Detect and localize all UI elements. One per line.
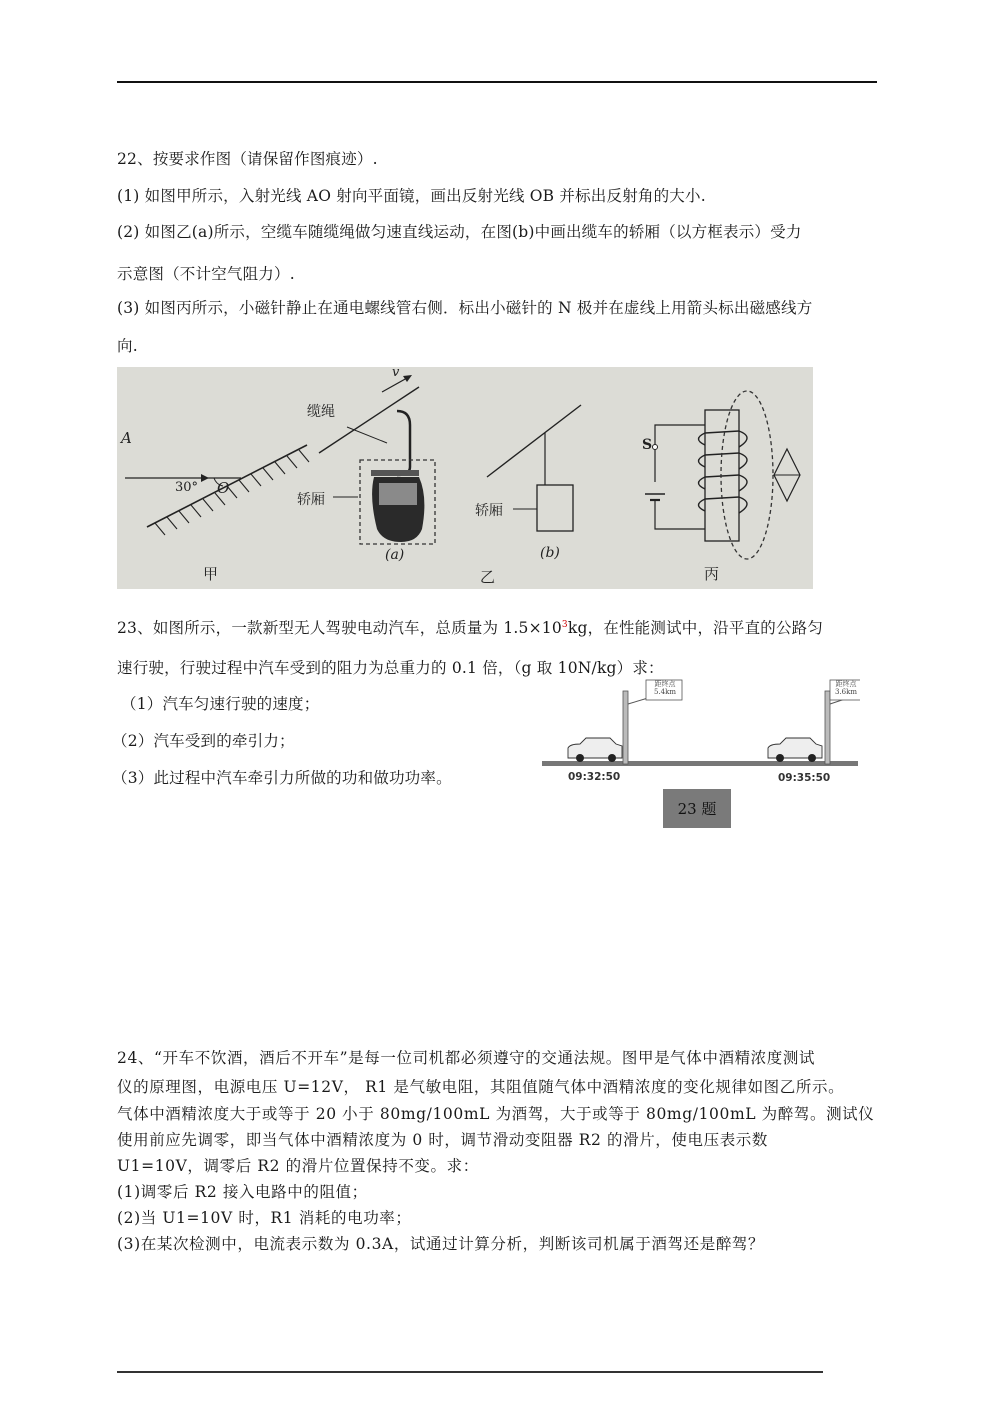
q22-part2-line1: (2) 如图乙(a)所示，空缆车随缆绳做匀速直线运动，在图(b)中画出缆车的轿厢（以方框表示）受力 [117,223,802,241]
q24-item-1: (1)调零后 R2 接入电路中的阻值； [117,1183,368,1201]
footer-rule [117,1371,823,1373]
q24-line-3: 气体中酒精浓度大于或等于 20 小于 80mg/100mL 为酒驾，大于或等于 80mg/100mL 为醉驾。测试仪 [117,1105,875,1123]
q22-part1: (1) 如图甲所示，入射光线 AO 射向平面镜，画出反射光线 OB 并标出反射角的大小. [117,187,706,205]
q23-item-3: （3）此过程中汽车牵引力所做的功和做功功率。 [112,769,452,787]
header-rule [117,81,877,83]
label-o: O [217,479,230,497]
q22-part2-line2: 示意图（不计空气阻力）. [117,265,295,283]
q24-item-2: (2)当 U1=10V 时，R1 消耗的电功率； [117,1209,412,1227]
fig-jia-label: 甲 [203,565,219,583]
cabin-label-a: 轿厢 [297,492,325,508]
fig-yi-label: 乙 [480,568,496,586]
q24-line-1: 24、“开车不饮酒，酒后不开车”是每一位司机都必须遵守的交通法规。图甲是气体中酒精浓度测试 [117,1049,816,1067]
q24-line-5: U1=10V，调零后 R2 的滑片位置保持不变。求： [117,1157,479,1175]
sub-label-b: (b) [540,545,560,561]
q22-diagram [117,367,813,589]
sign-1: 距终点 5.4km [653,680,676,696]
fig-bing-label: 丙 [704,565,720,583]
q23-road-figure [540,676,860,776]
q22-part3-line2: 向. [117,337,138,355]
question-23-badge: 23 题 [663,789,731,828]
q24-line-2: 仪的原理图，电源电压 U=12V， R1 是气敏电阻，其阻值随气体中酒精浓度的变化规律如图乙所示。 [117,1078,845,1096]
time-1: 09:32:50 [568,771,621,783]
q23-item-1: （1）汽车匀速行驶的速度； [121,695,320,713]
q23-item-2: （2）汽车受到的牵引力； [112,732,295,750]
cabin-label-b: 轿厢 [475,503,503,519]
incident-angle: 30° [175,480,199,495]
q24-item-3: (3)在某次检测中，电流表示数为 0.3A，试通过计算分析，判断该司机属于酒驾还是醉驾？ [117,1235,765,1253]
q23-line2: 速行驶，行驶过程中汽车受到的阻力为总重力的 0.1 倍，（g 取 10N/kg）求： [117,659,664,677]
road-diagram [540,676,860,776]
time-2: 09:35:50 [778,772,831,784]
q22-title: 22、按要求作图（请保留作图痕迹）. [117,150,378,168]
cable-label: 缆绳 [307,404,335,420]
q22-part3-line1: (3) 如图丙所示，小磁针静止在通电螺线管右侧．标出小磁针的 N 极并在虚线上用箭头标出磁感线方 [117,299,813,317]
q24-line-4: 使用前应先调零，即当气体中酒精浓度为 0 时，调节滑动变阻器 R2 的滑片，使电压表示数 [117,1131,769,1149]
sign-2: 距终点 3.6km [834,680,857,696]
q23-line1: 23、如图所示，一款新型无人驾驶电动汽车，总质量为 $1.5\times 10^3kg$，在性能测试中，沿平直的公路匀 [117,619,824,637]
velocity-label: v [392,367,400,380]
label-a: A [121,429,132,447]
q22-figure [117,367,813,589]
switch-label: S [642,437,653,453]
sub-label-a: (a) [385,547,405,563]
